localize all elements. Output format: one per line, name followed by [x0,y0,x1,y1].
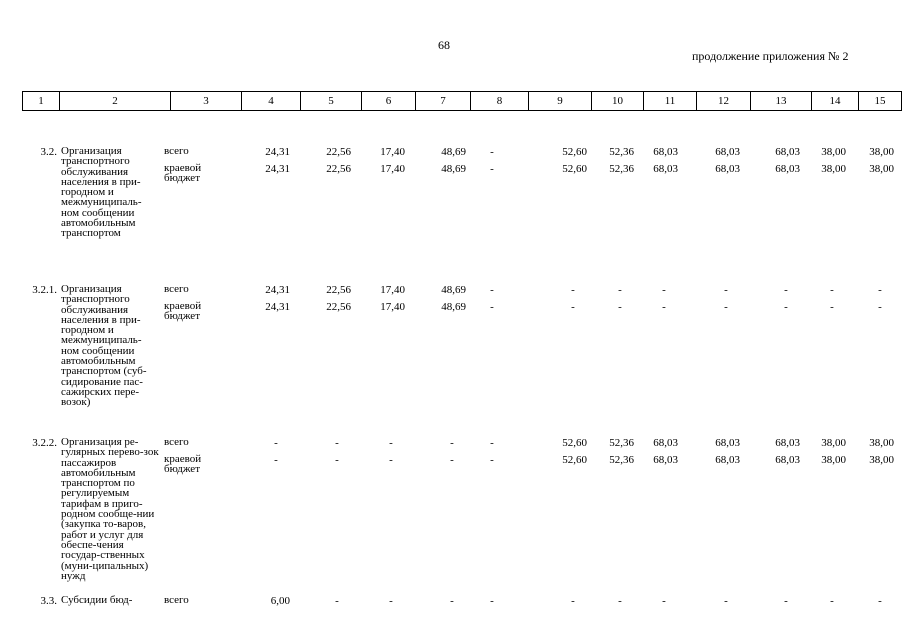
value-cell: - [389,454,393,466]
value-cell: 68,03 [775,437,800,449]
value-cell: 17,40 [380,146,405,158]
value-cell: - [662,284,666,296]
value-cell: 52,60 [562,437,587,449]
col-header-7: 7 [416,92,471,111]
value-cell: 68,03 [715,163,740,175]
row-description: Субсидии бюд- [61,594,133,606]
value-cell: 24,31 [265,146,290,158]
value-cell: 24,31 [265,163,290,175]
col-header-9: 9 [529,92,592,111]
col-header-15: 15 [859,92,902,111]
value-cell: 38,00 [821,163,846,175]
value-cell: - [274,437,278,449]
value-cell: 22,56 [326,301,351,313]
value-cell: - [784,284,788,296]
value-cell: 17,40 [380,163,405,175]
value-cell: - [335,437,339,449]
value-cell: - [450,595,454,607]
value-cell: 68,03 [715,146,740,158]
value-cell: 22,56 [326,163,351,175]
value-cell: - [878,284,882,296]
value-cell: 68,03 [715,437,740,449]
col-header-10: 10 [592,92,644,111]
value-cell: - [724,284,728,296]
row-code: 3.2.1. [32,284,57,296]
value-cell: 38,00 [869,146,894,158]
value-cell: 38,00 [869,437,894,449]
value-cell: - [662,595,666,607]
value-cell: 38,00 [821,454,846,466]
value-cell: 24,31 [265,301,290,313]
col-header-8: 8 [471,92,529,111]
value-cell: 48,69 [441,284,466,296]
value-cell: 52,60 [562,454,587,466]
funding-source-label: краевой бюджет [164,453,202,476]
col-header-1: 1 [23,92,60,111]
value-cell: 38,00 [869,163,894,175]
funding-source-label: краевой бюджет [164,300,202,323]
value-cell: 52,36 [609,146,634,158]
value-cell: 17,40 [380,301,405,313]
col-header-2: 2 [60,92,171,111]
col-header-5: 5 [301,92,362,111]
column-header-row [22,91,902,111]
value-cell: 48,69 [441,146,466,158]
value-cell: - [618,284,622,296]
value-cell: 52,36 [609,163,634,175]
funding-source-label: всего [164,594,189,606]
col-header-6: 6 [362,92,416,111]
value-cell: 38,00 [821,437,846,449]
value-cell: 68,03 [715,454,740,466]
value-cell: - [830,301,834,313]
continuation-label: продолжение приложения № 2 [692,49,849,63]
col-header-3: 3 [171,92,242,111]
value-cell: 24,31 [265,284,290,296]
value-cell: 38,00 [869,454,894,466]
col-header-13: 13 [751,92,812,111]
value-cell: 38,00 [821,146,846,158]
value-cell: - [618,595,622,607]
value-cell: - [571,284,575,296]
value-cell: - [490,595,494,607]
funding-source-label: всего [164,283,189,295]
col-header-4: 4 [242,92,301,111]
value-cell: 68,03 [775,163,800,175]
value-cell: - [335,595,339,607]
value-cell: - [878,595,882,607]
value-cell: 52,60 [562,146,587,158]
value-cell: - [450,454,454,466]
value-cell: - [450,437,454,449]
value-cell: 22,56 [326,284,351,296]
value-cell: - [724,301,728,313]
value-cell: - [490,437,494,449]
value-cell: 17,40 [380,284,405,296]
row-code: 3.2.2. [32,437,57,449]
value-cell: - [571,595,575,607]
value-cell: 68,03 [653,454,678,466]
value-cell: - [830,595,834,607]
funding-source-label: всего [164,145,189,157]
row-description: Организация ре-гулярных перево-зок пассажиров автомобильным транспортом по регулируемым тарифам в приго-родном сообще-нии (закупка то-варов, работ и услуг для обеспе-чения государ-ственных (муни-ципальных) нужд [61,436,159,582]
value-cell: 68,03 [775,146,800,158]
funding-source-label: всего [164,436,189,448]
value-cell: - [724,595,728,607]
value-cell: 52,36 [609,454,634,466]
row-description: Организация транспортного обслуживания населения в при-городном и межмуниципаль-ном сообщении автомобильным транспортом [61,145,142,240]
value-cell: 68,03 [775,454,800,466]
value-cell: - [389,595,393,607]
value-cell: - [878,301,882,313]
value-cell: 48,69 [441,163,466,175]
row-code: 3.3. [40,595,57,607]
value-cell: - [335,454,339,466]
row-code: 3.2. [40,146,57,158]
value-cell: - [830,284,834,296]
funding-source-label: краевой бюджет [164,162,202,185]
value-cell: - [784,595,788,607]
page-number: 68 [438,38,450,52]
value-cell: - [490,284,494,296]
value-cell: 52,36 [609,437,634,449]
value-cell: 48,69 [441,301,466,313]
value-cell: 68,03 [653,163,678,175]
col-header-12: 12 [697,92,751,111]
value-cell: - [571,301,575,313]
value-cell: - [784,301,788,313]
value-cell: 68,03 [653,146,678,158]
value-cell: - [274,454,278,466]
value-cell: - [662,301,666,313]
value-cell: 22,56 [326,146,351,158]
value-cell: - [490,301,494,313]
value-cell: 6,00 [270,595,290,607]
value-cell: - [618,301,622,313]
value-cell: - [490,454,494,466]
col-header-14: 14 [812,92,859,111]
value-cell: - [389,437,393,449]
value-cell: 68,03 [653,437,678,449]
value-cell: 52,60 [562,163,587,175]
col-header-11: 11 [644,92,697,111]
row-description: Организация транспортного обслуживания населения в при-городном и межмуниципаль-ном сообщении автомобильным транспортом (суб-сидирование пас-сажирских пере-возок) [61,283,147,409]
value-cell: - [490,163,494,175]
value-cell: - [490,146,494,158]
